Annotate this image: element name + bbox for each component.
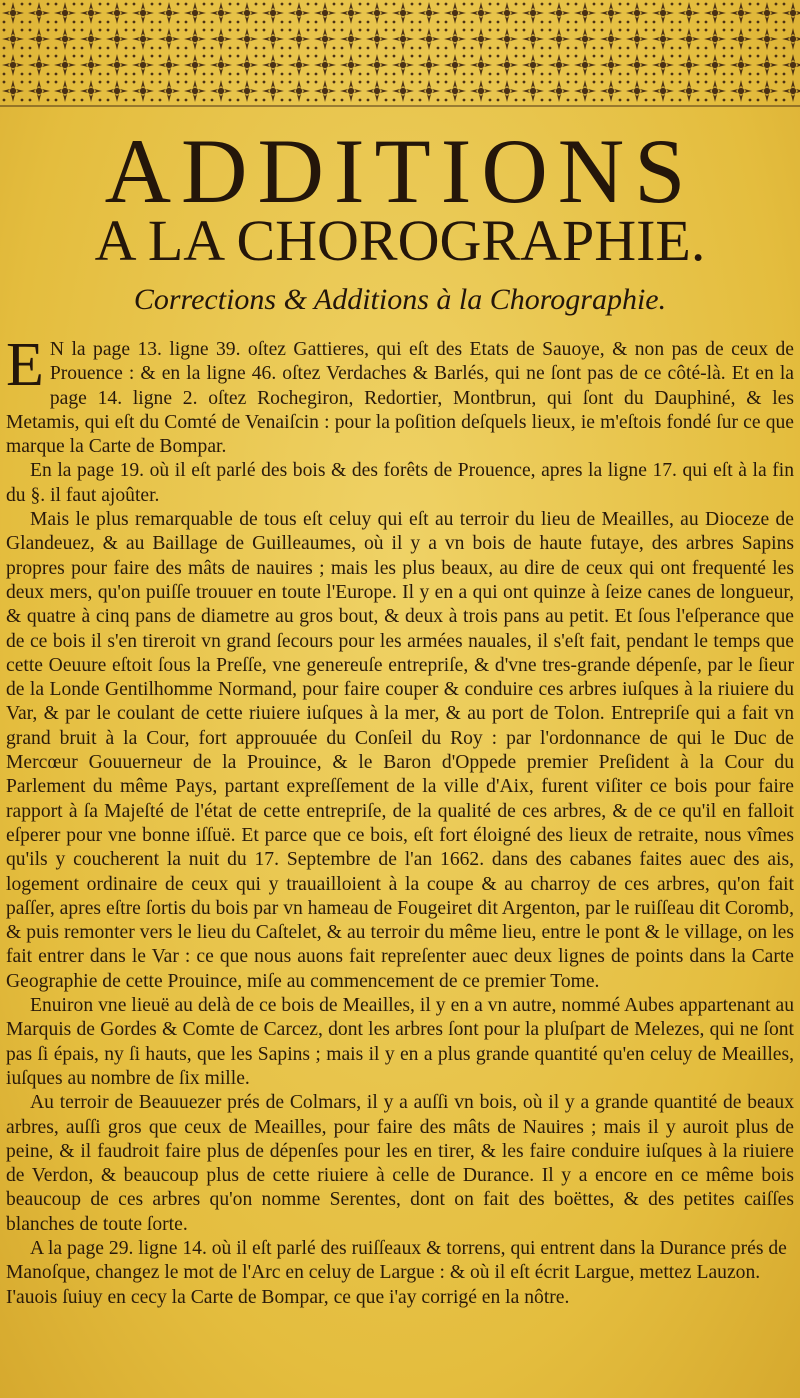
ornamental-header-band [0,0,800,110]
drop-capital: E [6,331,44,399]
paragraph-4: Enuiron vne lieuë au delà de ce bois de Meailles, il y en a vn autre, nommé Aubes appartenant au Marquis de Gordes & Comte de Carcez, dont les arbres ſont pour la pluſpart de Melezes, qui ne ſont pas ſi épais, ny ſi hauts, que les Sapins ; mais il y en a plus grande quantité qu'en celuy de Meailles, iuſques au nombre de ſix mille. [6,995,794,1089]
section-heading: Corrections & Additions à la Chorographie. [133,283,667,316]
paragraph-5: Au terroir de Beauuezer prés de Colmars, il y a auſſi vn bois, où il y a grande quantité de beaux arbres, auſſi gros que ceux de Meailles, pour faire des mâts de Nauires ; mais il y auroit plus de peine, & il faudroit faire plus de dépenſes pour les en tirer, & les faire conduire iuſques à la riuiere de Verdon, & beaucoup plus de cette riuiere à celle de Durance. Il y a encore en ce même bois beaucoup de ces arbres qu'on nomme Serentes, dont on fait des boëttes, & des petites caiſſes blanches de toute ſorte. [6,1092,794,1235]
paragraph-1 [6,331,794,459]
page-title: ADDITIONS [104,120,696,222]
paragraph-3: Mais le plus remarquable de tous eſt celuy qui eſt au terroir du lieu de Meailles, au Dioceze de Glandeuez, & au Baillage de Guilleaumes, où il y a vn bois de haute futaye, des arbres Sapins propres pour faire des mâts de nauires ; mais les plus beaux, au dire de ceux qui ont frequenté les deux mers, qu'on puiſſe trouuer en toute l'Europe. Il y en a qui ont quinze à ſeize canes de longueur, & quatre à cinq pans de diametre au gros bout, & deux à trois pans au petit. Et ſous l'eſperance que de ce bois il s'en tireroit vn grand ſecours pour les armées nauales, il s'eſt fait, pendant le temps que cette Oeuure eſtoit ſous la Preſſe, vne genereuſe entrepriſe, & d'vne tres-grande dépenſe, par le ſieur de la Londe Gentilhomme Normand, pour faire couper & conduire ces arbres iuſques à la riuiere du Var, & par le coulant de cette riuiere iuſques à la mer, & au port de Tolon. Entrepriſe qui a fait vn grand bruit à la Cour, fort approuuée du Conſeil du Roy : par l'ordonnance de qui le Duc de Mercœur Gouuerneur de la Prouince, & le Baron d'Oppede premier Preſident à la Cour du Parlement du même Pays, partant expreſſement de la ville d'Aix, furent viſiter ce bois pour faire rapport à ſa Majeſté de l'état de cette entrepriſe, de la qualité de ces arbres, & de ce qu'il en falloit eſperer pour vne bonne iſſuë. Et parce que ce bois, eſt fort éloigné des lieux de retraite, nous vîmes qu'ils y coucherent la nuit du 17. Septembre de l'an 1662. dans des cabanes faites auec des ais, logement ordinaire de ceux qui y trauailloient à la coupe & au charroy de ces arbres, qu'on fait paſſer, apres eſtre ſortis du bois par vn hameau de Fougeiret dit Argenton, par le ruiſſeau dit Coromb, & puis remonter vers le lieu du Caſtelet, & au terroir du même lieu, entre le pont & le village, on les fait entrer dans le Var : ce que nous auons fait repreſenter auec deux lignes de points dans la Carte Geographie de cette Prouince, miſe au commencement de ce premier Tome. [6,509,794,992]
paragraph-2: En la page 19. où il eſt parlé des bois & des forêts de Prouence, apres la ligne 17. qui eſt à la fin du §. il faut ajoûter. [6,460,794,506]
page-subtitle: A LA CHOROGRAPHIE. [94,208,706,273]
paragraph-6: A la page 29. ligne 14. où il eſt parlé des ruiſſeaux & torrens, qui entrent dans la Durance prés de Manoſque, changez le mot de l'Arc en celuy de Largue : & où il eſt écrit Largue, mettez Lauzon. I'auois ſuiuy en cecy la Carte de Bompar, ce que i'ay corrigé en la nôtre. [6,1237,787,1308]
body-text [6,331,794,1310]
paragraph-1-text: N la page 13. ligne 39. oſtez Gattieres, qui eſt des Etats de Sauoye, & non pas de ceux de Prouence : & en la ligne 46. oſtez Verdaches & Barlés, qui ne ſont pas de ce côté-là. Et en la page 14. ligne 2. oſtez Rochegiron, Redortier, Montbrun, qui ſont du Dauphiné, & les Metamis, qui eſt du Comté de Venaiſcin : pour la poſition deſquels lieux, ie m'eſtois fondé ſur ce que marque la Carte de Bompar. [6,339,794,458]
